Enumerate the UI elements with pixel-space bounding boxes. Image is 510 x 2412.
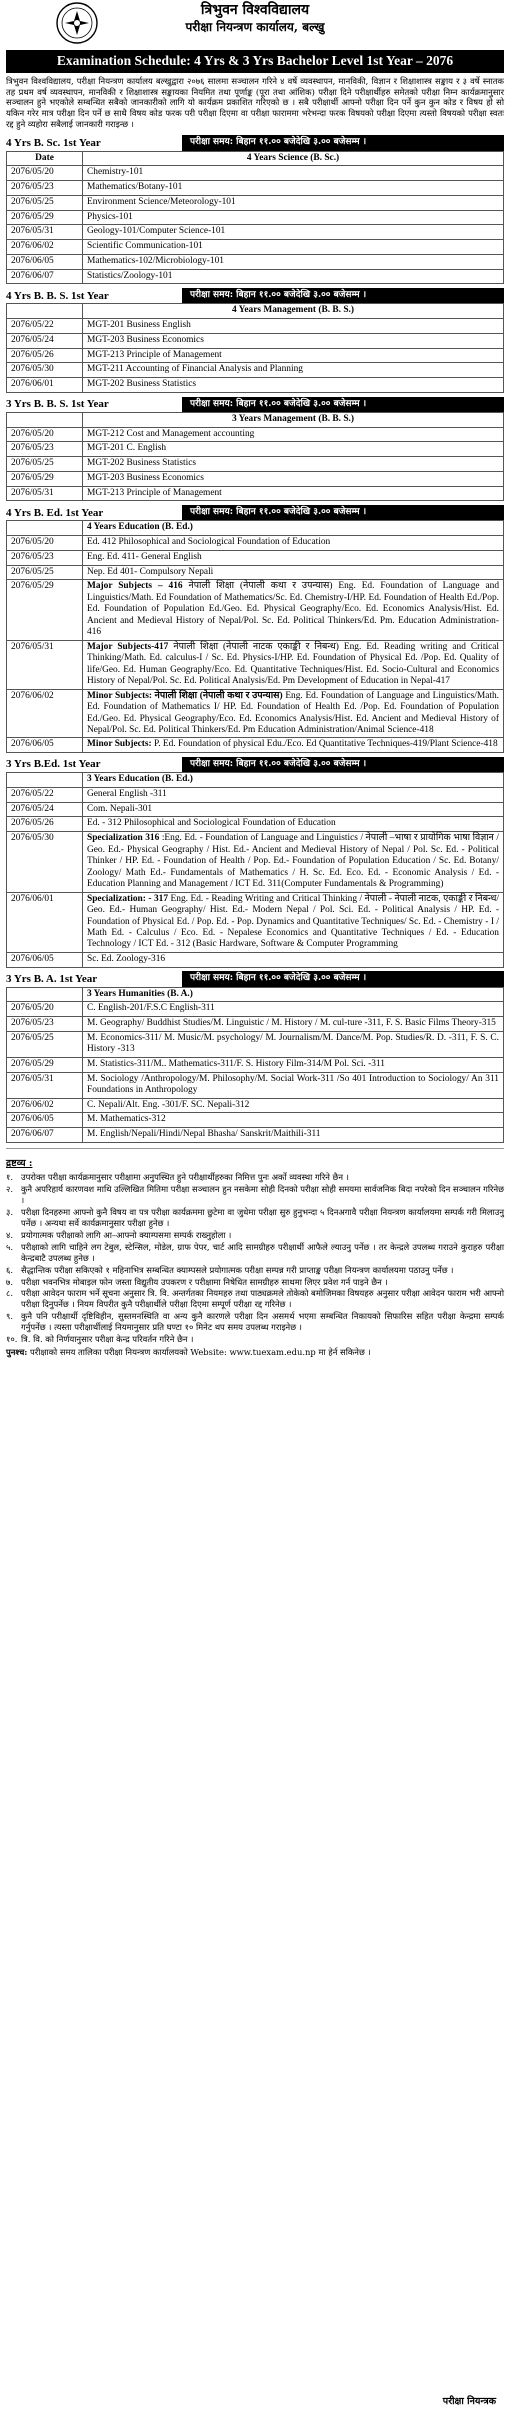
exam-subject <box>83 333 504 348</box>
date-column-header <box>7 773 83 788</box>
subject-group-heading: Specialization 316 <box>87 833 160 844</box>
schedule-table <box>6 412 504 502</box>
note-item <box>6 1288 504 1310</box>
subject-text: Chemistry-101 <box>87 167 144 178</box>
exam-time-label: परीक्षा समय: बिहान ११.०० बजेदेखि ३.०० बजेसम्म । <box>182 288 504 303</box>
date-column-header <box>7 304 83 319</box>
table-row <box>7 457 504 472</box>
subject-text: MGT-213 Principle of Management <box>87 487 222 498</box>
note-item <box>6 1184 504 1206</box>
subject-text: Geology-101/Computer Science-101 <box>87 226 226 237</box>
exam-date: 2076/05/31 <box>7 640 83 689</box>
program-column-header: 3 Years Humanities (B. A.) <box>83 987 504 1002</box>
notes-divider <box>6 1148 504 1152</box>
section-header <box>6 397 504 412</box>
exam-date: 2076/05/30 <box>7 832 83 892</box>
exam-date: 2076/06/02 <box>7 240 83 255</box>
exam-date: 2076/05/20 <box>7 427 83 442</box>
exam-subject <box>83 427 504 442</box>
table-row <box>7 240 504 255</box>
subject-text: MGT-213 Principle of Management <box>87 349 222 360</box>
table-header-row <box>7 412 504 427</box>
note-text: परीक्षाको लागि चाहिने लग टेबुल, स्टेन्सिल, मोडेल, ग्राफ पेपर, चार्ट आदि सामग्रीहरु परीक्षार्थी आफैले ल्याउनु पर्नेछ । तर केन्द्रले उपलब्ध गराउने कुराहरु परीक्षा केन्द्रबाटै उपलब्ध हुनेछ । <box>21 1241 504 1263</box>
note-number: ३. <box>6 1207 14 1218</box>
table-row <box>7 210 504 225</box>
exam-date: 2076/05/24 <box>7 333 83 348</box>
note-number: १०. <box>6 1334 18 1345</box>
subject-text: Scientific Communication-101 <box>87 241 203 252</box>
table-row <box>7 640 504 689</box>
section-title: 3 Yrs B. B. S. 1st Year <box>6 398 109 411</box>
exam-subject <box>83 1128 504 1143</box>
note-number: ४. <box>6 1229 14 1240</box>
exam-date: 2076/05/26 <box>7 348 83 363</box>
note-text: परीक्षा आवेदन फाराम भर्ने सूचना अनुसार त्रि. वि. अन्तर्गतका नियमहरु तथा पाठ्यक्रमले तोकेको बमोजिमका विषयहरु अनुसार परीक्षा आवेदन फाराम भरी आफ्नो परीक्षा दिनुपर्नेछ । नियम विपरीत कुनै परीक्षार्थीले परीक्षा दिएमा सम्पूर्ण परीक्षा रद्द गरिनेछ । <box>21 1288 504 1310</box>
exam-date: 2076/05/31 <box>7 1072 83 1098</box>
exam-subject <box>83 363 504 378</box>
schedule-sections <box>6 136 504 1143</box>
exam-subject <box>83 1113 504 1128</box>
footer-text: परीक्षाको समय तालिका परीक्षा नियन्त्रण कार्यालयको Website: www.tuexam.edu.np मा हेर्न सकिनेछ । <box>30 1347 371 1358</box>
note-item <box>6 1207 504 1229</box>
subject-text: M. Mathematics-312 <box>87 1114 166 1125</box>
subject-text: Eng. Ed. 411- General English <box>87 551 202 562</box>
subject-text: Mathematics/Botany-101 <box>87 182 183 193</box>
schedule-table <box>6 772 504 967</box>
subject-text: Sc. Ed. Zoology-316 <box>87 953 166 964</box>
schedule-table <box>6 303 504 393</box>
subject-text: Com. Nepali-301 <box>87 803 153 814</box>
date-column-header <box>7 412 83 427</box>
notes-block <box>6 1158 504 1358</box>
table-row <box>7 269 504 284</box>
exam-subject <box>83 689 504 738</box>
exam-subject <box>83 348 504 363</box>
subject-text: MGT-202 Business Statistics <box>87 379 197 390</box>
subject-text: M. English/Nepali/Hindi/Nepal Bhasha/ Sanskrit/Maithili-311 <box>87 1129 321 1140</box>
table-row <box>7 738 504 753</box>
subject-text: Ed. 412 Philosophical and Sociological Foundation of Education <box>87 537 331 548</box>
note-text: प्रयोगात्मक परीक्षाको लागि आ–आफ्नो क्याम्पसमा सम्पर्क राख्नुहोला । <box>21 1229 232 1240</box>
table-row <box>7 892 504 952</box>
university-name: त्रिभुवन विश्वविद्यालय <box>200 2 310 18</box>
note-number: ९. <box>6 1311 14 1322</box>
university-logo-icon <box>56 2 98 44</box>
table-row <box>7 1057 504 1072</box>
exam-subject <box>83 240 504 255</box>
subject-text: नेपाली शिक्षा (नेपाली कथा र उपन्यास) Eng. Ed. Foundation of Language and Linguistics/Math. Ed Foundation of Mathematics/Sc. Ed. Chemistry-I/HP. Ed. Foundation of Health Ed./Pop. Ed. Foundation of Population Ed./Geo. Ed. Physical Geography/Eco. Ed. Economics Analysis/Hist. Ed. Ancient and Medieval History of Nepal/Pol. Sc. Ed. Political Thinkers/Ed. Pm. Education Administration-416 <box>87 581 500 638</box>
note-text: कुनै अपरिहार्य कारणवश माथि उल्लिखित मितिमा परीक्षा सञ्चालन हुन नसकेमा सोही दिनको परीक्षा सोही समयमा सार्वजनिक बिदा नपरेको दिन सञ्चालन गरिनेछ । <box>21 1184 504 1206</box>
exam-subject <box>83 1057 504 1072</box>
program-column-header: 4 Years Management (B. B. S.) <box>83 304 504 319</box>
subject-text: MGT-201 C. English <box>87 443 167 454</box>
exam-date: 2076/05/31 <box>7 486 83 501</box>
exam-subject <box>83 486 504 501</box>
signature: परीक्षा नियन्त्रक <box>442 2396 496 2408</box>
table-header-row <box>7 987 504 1002</box>
section-title: 4 Yrs B. B. S. 1st Year <box>6 289 109 302</box>
subject-text: MGT-203 Business Economics <box>87 334 204 345</box>
exam-date: 2076/05/25 <box>7 457 83 472</box>
subject-text: M. Economics-311/ M. Music/M. psychology/ M. Journalism/M. Dance/M. Pop. Studies/R. D. -311, F. S. C. History -313 <box>87 1032 499 1055</box>
table-row <box>7 486 504 501</box>
program-column-header: 4 Years Science (B. Sc.) <box>83 151 504 166</box>
exam-subject <box>83 817 504 832</box>
note-number: ८. <box>6 1288 14 1299</box>
exam-subject <box>83 640 504 689</box>
subject-text: Mathematics-102/Microbiology-101 <box>87 255 224 266</box>
table-row <box>7 319 504 334</box>
exam-subject <box>83 580 504 640</box>
exam-time-label: परीक्षा समय: बिहान ११.०० बजेदेखि ३.०० बजेसम्म । <box>182 971 504 986</box>
table-row <box>7 471 504 486</box>
table-row <box>7 536 504 551</box>
subject-text: Eng. Ed. Foundation of Language and Linguistics/Math. Ed. Foundation of Mathematics I/ HP. Ed. Foundation of Health Ed. /Pop. Ed. Foundation of Population Ed./Geo. Ed. Physical Geography/Eco. Ed. Economics Analysis/Hist. Ed. Ancient and Medieval History of Nepal/Pol. Sc. Ed. Political Thinkers/Ed. Pm Education Administration/Animal Science-418 <box>87 690 500 735</box>
exam-date: 2076/06/01 <box>7 892 83 952</box>
exam-subject <box>83 1098 504 1113</box>
schedule-table <box>6 520 504 753</box>
table-row <box>7 689 504 738</box>
exam-date: 2076/05/22 <box>7 319 83 334</box>
section-header <box>6 757 504 772</box>
table-row <box>7 442 504 457</box>
note-item <box>6 1172 504 1183</box>
exam-date: 2076/06/01 <box>7 378 83 393</box>
exam-subject <box>83 457 504 472</box>
exam-subject <box>83 738 504 753</box>
exam-time-label: परीक्षा समय: बिहान ११.०० बजेदेखि ३.०० बजेसम्म । <box>182 397 504 412</box>
note-item <box>6 1311 504 1333</box>
exam-subject <box>83 892 504 952</box>
section-title: 4 Yrs B. Sc. 1st Year <box>6 136 101 149</box>
section-title: 3 Yrs B. A. 1st Year <box>6 972 98 985</box>
exam-time-label: परीक्षा समय: बिहान ११.०० बजेदेखि ३.०० बजेसम्म । <box>182 505 504 520</box>
exam-date: 2076/06/02 <box>7 689 83 738</box>
exam-date: 2076/05/25 <box>7 195 83 210</box>
subject-text: Environment Science/Meteorology-101 <box>87 196 236 207</box>
exam-date: 2076/05/29 <box>7 580 83 640</box>
schedule-table <box>6 987 504 1143</box>
exam-date: 2076/05/25 <box>7 1031 83 1057</box>
section-title: 3 Yrs B.Ed. 1st Year <box>6 758 101 771</box>
note-item <box>6 1265 504 1276</box>
subject-text: Physics-101 <box>87 211 133 222</box>
exam-subject <box>83 536 504 551</box>
exam-date: 2076/05/25 <box>7 565 83 580</box>
subject-text: M. Sociology /Anthropology/M. Philosophy/M. Social Work-311 /So 401 Introduction to Sociology/ An 311 Foundations in Anthropology <box>87 1073 499 1096</box>
notes-title: द्रष्टव्य : <box>6 1157 33 1169</box>
table-row <box>7 1128 504 1143</box>
table-row <box>7 254 504 269</box>
table-row <box>7 802 504 817</box>
note-number: ६. <box>6 1264 14 1275</box>
table-row <box>7 1098 504 1113</box>
note-item <box>6 1277 504 1288</box>
subject-text: C. English-201/F.S.C English-311 <box>87 1003 215 1014</box>
section-header <box>6 288 504 303</box>
subject-text: P. Ed. Foundation of physical Edu./Eco. Ed Quantitative Techniques-419/Plant Science-418 <box>154 739 498 750</box>
exam-subject <box>83 378 504 393</box>
exam-date: 2076/05/22 <box>7 787 83 802</box>
section-title: 4 Yrs B. Ed. 1st Year <box>6 506 104 519</box>
exam-subject <box>83 1031 504 1057</box>
subject-text: MGT-211 Accounting of Financial Analysis and Planning <box>87 364 303 375</box>
note-number: २. <box>6 1184 14 1195</box>
footer-label: पुनश्च: <box>6 1347 28 1358</box>
table-row <box>7 1031 504 1057</box>
note-item <box>6 1230 504 1241</box>
section-header <box>6 505 504 520</box>
exam-subject <box>83 471 504 486</box>
exam-date: 2076/05/29 <box>7 471 83 486</box>
subject-text: M. Geography/ Buddhist Studies/M. Linguistic / M. History / M. cul-ture -311, F. S. Basic Films Theory-315 <box>87 1018 496 1029</box>
date-column-header <box>7 987 83 1002</box>
date-column-header <box>7 521 83 536</box>
exam-subject <box>83 225 504 240</box>
exam-subject <box>83 952 504 967</box>
subject-text: MGT-203 Business Economics <box>87 472 204 483</box>
subject-text: C. Nepali/Alt. Eng. -301/F. SC. Nepali-312 <box>87 1099 250 1110</box>
exam-subject <box>83 1072 504 1098</box>
subject-group-heading: Minor Subjects: <box>87 739 152 750</box>
table-row <box>7 1113 504 1128</box>
exam-date: 2076/05/31 <box>7 225 83 240</box>
note-text: कुनै पनि परीक्षार्थी दृष्टिविहीन, सुस्तमनस्थिति वा अन्य कुनै कारणले परीक्षा दिन असमर्थ भएमा सम्बन्धित निकायको सिफारिस सहित परीक्षा केन्द्रमा सम्पर्क गर्नुपर्नेछ । त्यस्ता परीक्षार्थीलाई नियमानुसार प्रति घण्टा १० मिनेट थप समय उपलब्ध गराइनेछ । <box>21 1311 504 1333</box>
subject-text: :Eng. Ed. - Foundation of Language and Linguistics / नेपाली –भाषा र प्रायोगिक भाषा विज्ञान / Geo. Ed.- Physical Geography / Hist. Ed.- Ancient and Medieval History of Nepal / Pol. Sc. Ed. - Political Thinker / HP. Ed. - Foundation of Health / Pop. Ed.- Foundation of Population Education / Sc. Ed. Botany/ Zoology/ Math Ed.- Fundamentals of Mathematics / H. Sc. Ed. Eco. Ed. - Economic Analysis / Ed. - Education Planning and Management / ICT Ed. 311(Computer Fundamentals & Programming) <box>87 833 499 890</box>
exam-date: 2076/05/23 <box>7 1017 83 1032</box>
table-header-row <box>7 773 504 788</box>
notice-header <box>6 0 504 48</box>
subject-group-heading: Minor Subjects: नेपाली शिक्षा (नेपाली कथा र उपन्यास) <box>87 690 283 701</box>
schedule-banner: Examination Schedule: 4 Yrs & 3 Yrs Bachelor Level 1st Year – 2076 <box>6 50 504 73</box>
note-number: ७. <box>6 1276 14 1287</box>
exam-subject <box>83 254 504 269</box>
program-column-header: 3 Years Management (B. B. S.) <box>83 412 504 427</box>
section-header <box>6 136 504 151</box>
table-row <box>7 333 504 348</box>
subject-text: MGT-212 Cost and Management accounting <box>87 428 255 439</box>
table-row <box>7 550 504 565</box>
exam-subject <box>83 1002 504 1017</box>
exam-date: 2076/05/23 <box>7 442 83 457</box>
table-row <box>7 166 504 181</box>
exam-subject <box>83 550 504 565</box>
exam-date: 2076/06/05 <box>7 254 83 269</box>
subject-text: Ed. - 312 Philosophical and Sociological Foundation of Education <box>87 818 336 829</box>
table-row <box>7 832 504 892</box>
exam-date: 2076/05/23 <box>7 550 83 565</box>
note-text: उपरोक्त परीक्षा कार्यक्रमानुसार परीक्षामा अनुपस्थित हुने परीक्षार्थीहरुका निमित्त पुनः अर्को व्यवस्था गरिने छैन । <box>21 1172 349 1183</box>
exam-subject <box>83 832 504 892</box>
table-row <box>7 1072 504 1098</box>
exam-date: 2076/05/20 <box>7 166 83 181</box>
schedule-table <box>6 151 504 285</box>
table-row <box>7 378 504 393</box>
subject-text: नेपाली शिक्षा (नेपाली नाटक एकाङ्की र निबन्ध) Eng. Ed. Reading writing and Critical Thinking/Math. Ed. calculus-I / Sc. Ed. Physics-I/HP. Ed. Foundation of Physical Ed. /Pop. Ed. Quality of life/Geo. Ed. Human Geography/Eco. Ed. Quantitative Techniques/Hist. Ed. Socio-Cultural and Economics History of Nepal/Pol. Sc. Ed. Political Analysis/Ed. Pm Development of Education in Nepal-417 <box>87 641 499 687</box>
note-number: ५. <box>6 1241 14 1252</box>
exam-subject <box>83 1017 504 1032</box>
exam-subject <box>83 181 504 196</box>
exam-date: 2076/05/20 <box>7 1002 83 1017</box>
table-row <box>7 1017 504 1032</box>
note-text: परीक्षा भवनभित्र मोबाइल फोन जस्ता विद्युतीय उपकरण र परीक्षामा निषेधित सामग्रीहरु साथमा लिएर प्रवेश गर्न पाइने छैन । <box>21 1276 388 1287</box>
note-text: सैद्धान्तिक परीक्षा सकिएको १ महिनाभित्र सम्बन्धित क्याम्पसले प्रयोगात्मक परीक्षा सम्पन्न गरी प्राप्ताङ्क परीक्षा नियन्त्रण कार्यालयमा पठाउनु पर्नेछ । <box>21 1264 454 1275</box>
table-row <box>7 952 504 967</box>
table-row <box>7 181 504 196</box>
exam-date: 2076/05/24 <box>7 802 83 817</box>
note-text: त्रि. वि. को निर्णयानुसार परीक्षा केन्द्र परिवर्तन गरिने छैन । <box>21 1334 194 1345</box>
exam-subject <box>83 565 504 580</box>
exam-subject <box>83 269 504 284</box>
office-name: परीक्षा नियन्त्रण कार्यालय, बल्खु <box>185 19 325 34</box>
note-item <box>6 1334 504 1345</box>
subject-text: Statistics/Zoology-101 <box>87 270 173 281</box>
exam-date: 2076/05/23 <box>7 181 83 196</box>
note-number: १. <box>6 1172 14 1183</box>
subject-text: General English -311 <box>87 788 167 799</box>
table-row <box>7 787 504 802</box>
exam-date: 2076/06/05 <box>7 738 83 753</box>
exam-date: 2076/05/30 <box>7 363 83 378</box>
subject-text: Eng. Ed. - Reading Writing and Critical Thinking / नेपाली - नेपाली नाटक, एकाङ्की र निबन्ध/ Geo. Ed.- Human Geography/ Hist. Ed.- Modern Nepal / Pol. Sci. Ed. - Political Analysis / HP. Ed. - Foundation of Physical Ed. / Pop. Ed. - Pop. Dynamics and Quantitative Techniques/ Sc. Ed. - Chemistry - I / Math Ed. - Calculus / Eco. Ed. - Nepalese Economics and Quantitative Techniques / Ed. - Education Technology / ICT Ed. - 312 (Basic Hardware, Software & Computer Programming <box>87 893 500 950</box>
exam-date: 2076/06/05 <box>7 952 83 967</box>
exam-subject <box>83 210 504 225</box>
subject-text: MGT-201 Business English <box>87 320 191 331</box>
exam-subject <box>83 166 504 181</box>
intro-paragraph: त्रिभुवन विश्वविद्यालय, परीक्षा नियन्त्रण कार्यालय बल्खुद्वारा २०७६ सालमा सञ्चालन गरिने ४ वर्षे व्यवस्थापन, मानविकी, विज्ञान र शिक्षाशास्त्र सङ्काय र ३ वर्षे स्नातक तह प्रथम वर्ष व्यवस्थापन, मानविकी र शिक्षाशास्त्र सङ्कायका नियमित तथा पूर्णाङ्क (पूरा तथा आंशिक) परीक्षा दिने परीक्षार्थीहरु समेतको परीक्षा निम्न कार्यक्रमानुसार सञ्चालन हुने भएकोले सम्बन्धित सबैको जानकारीको लागि यो कार्यक्रम प्रकाशित गरिएको छ । सबै परीक्षार्थी आफ्नो परीक्षा दिन पर्ने कुन कुन कोड र विषय हो सो यकिन गरेर मात्र परीक्षा दिन पर्ने छ साथै विषय कोड फरक परी परीक्षा दिएमा वा परीक्षा फाराममा भरेभन्दा फरक विषयको परीक्षा दिएमा त्यस्तो विषयको परीक्षा स्वतः रद्द हुने व्यहोरा सबैलाई जानकारी गराइन्छ । <box>6 75 504 129</box>
exam-subject <box>83 319 504 334</box>
table-header-row <box>7 521 504 536</box>
table-row <box>7 565 504 580</box>
table-header-row <box>7 304 504 319</box>
table-row <box>7 817 504 832</box>
table-row <box>7 1002 504 1017</box>
exam-subject <box>83 787 504 802</box>
subject-group-heading: Major Subjects-417 <box>87 641 169 652</box>
program-column-header: 3 Years Education (B. Ed.) <box>83 773 504 788</box>
exam-date: 2076/05/20 <box>7 536 83 551</box>
exam-subject <box>83 802 504 817</box>
subject-group-heading: Specialization: - 317 <box>87 893 169 904</box>
exam-time-label: परीक्षा समय: बिहान ११.०० बजेदेखि ३.०० बजेसम्म । <box>182 757 504 772</box>
table-row <box>7 225 504 240</box>
table-row <box>7 427 504 442</box>
section-header <box>6 972 504 987</box>
exam-date: 2076/06/02 <box>7 1098 83 1113</box>
exam-date: 2076/05/29 <box>7 210 83 225</box>
subject-group-heading: Major Subjects – 416 <box>87 581 183 592</box>
table-row <box>7 363 504 378</box>
table-row <box>7 195 504 210</box>
table-row <box>7 580 504 640</box>
program-column-header: 4 Years Education (B. Ed.) <box>83 521 504 536</box>
subject-text: Nep. Ed 401- Compulsory Nepali <box>87 566 214 577</box>
subject-text: MGT-202 Business Statistics <box>87 458 197 469</box>
footer-note <box>6 1347 504 1358</box>
note-text: परीक्षा दिनहरुमा आफ्नो कुनै विषय वा पत्र परीक्षा कार्यक्रममा छुटेमा वा जुधेमा परीक्षा सुरु हुनुभन्दा ५ दिनअगावै परीक्षा नियन्त्रण कार्यालयमा सम्पर्क गरी मिलाउनु पर्नेछ । अन्यथा सर्वे कार्यक्रमानुसार परीक्षा हुनेछ । <box>21 1207 504 1228</box>
note-item <box>6 1242 504 1264</box>
exam-date: 2076/05/26 <box>7 817 83 832</box>
exam-date: 2076/06/05 <box>7 1113 83 1128</box>
exam-subject <box>83 442 504 457</box>
exam-time-label: परीक्षा समय: बिहान ११.०० बजेदेखि ३.०० बजेसम्म । <box>182 135 504 150</box>
subject-text: M. Statistics-311/M.. Mathematics-311/F. S. History Film-314/M Pol. Sci. -311 <box>87 1058 385 1069</box>
table-row <box>7 348 504 363</box>
table-header-row <box>7 151 504 166</box>
date-column-header: Date <box>7 151 83 166</box>
exam-subject <box>83 195 504 210</box>
notes-list <box>6 1172 504 1345</box>
exam-date: 2076/06/07 <box>7 269 83 284</box>
exam-date: 2076/06/07 <box>7 1128 83 1143</box>
exam-date: 2076/05/29 <box>7 1057 83 1072</box>
